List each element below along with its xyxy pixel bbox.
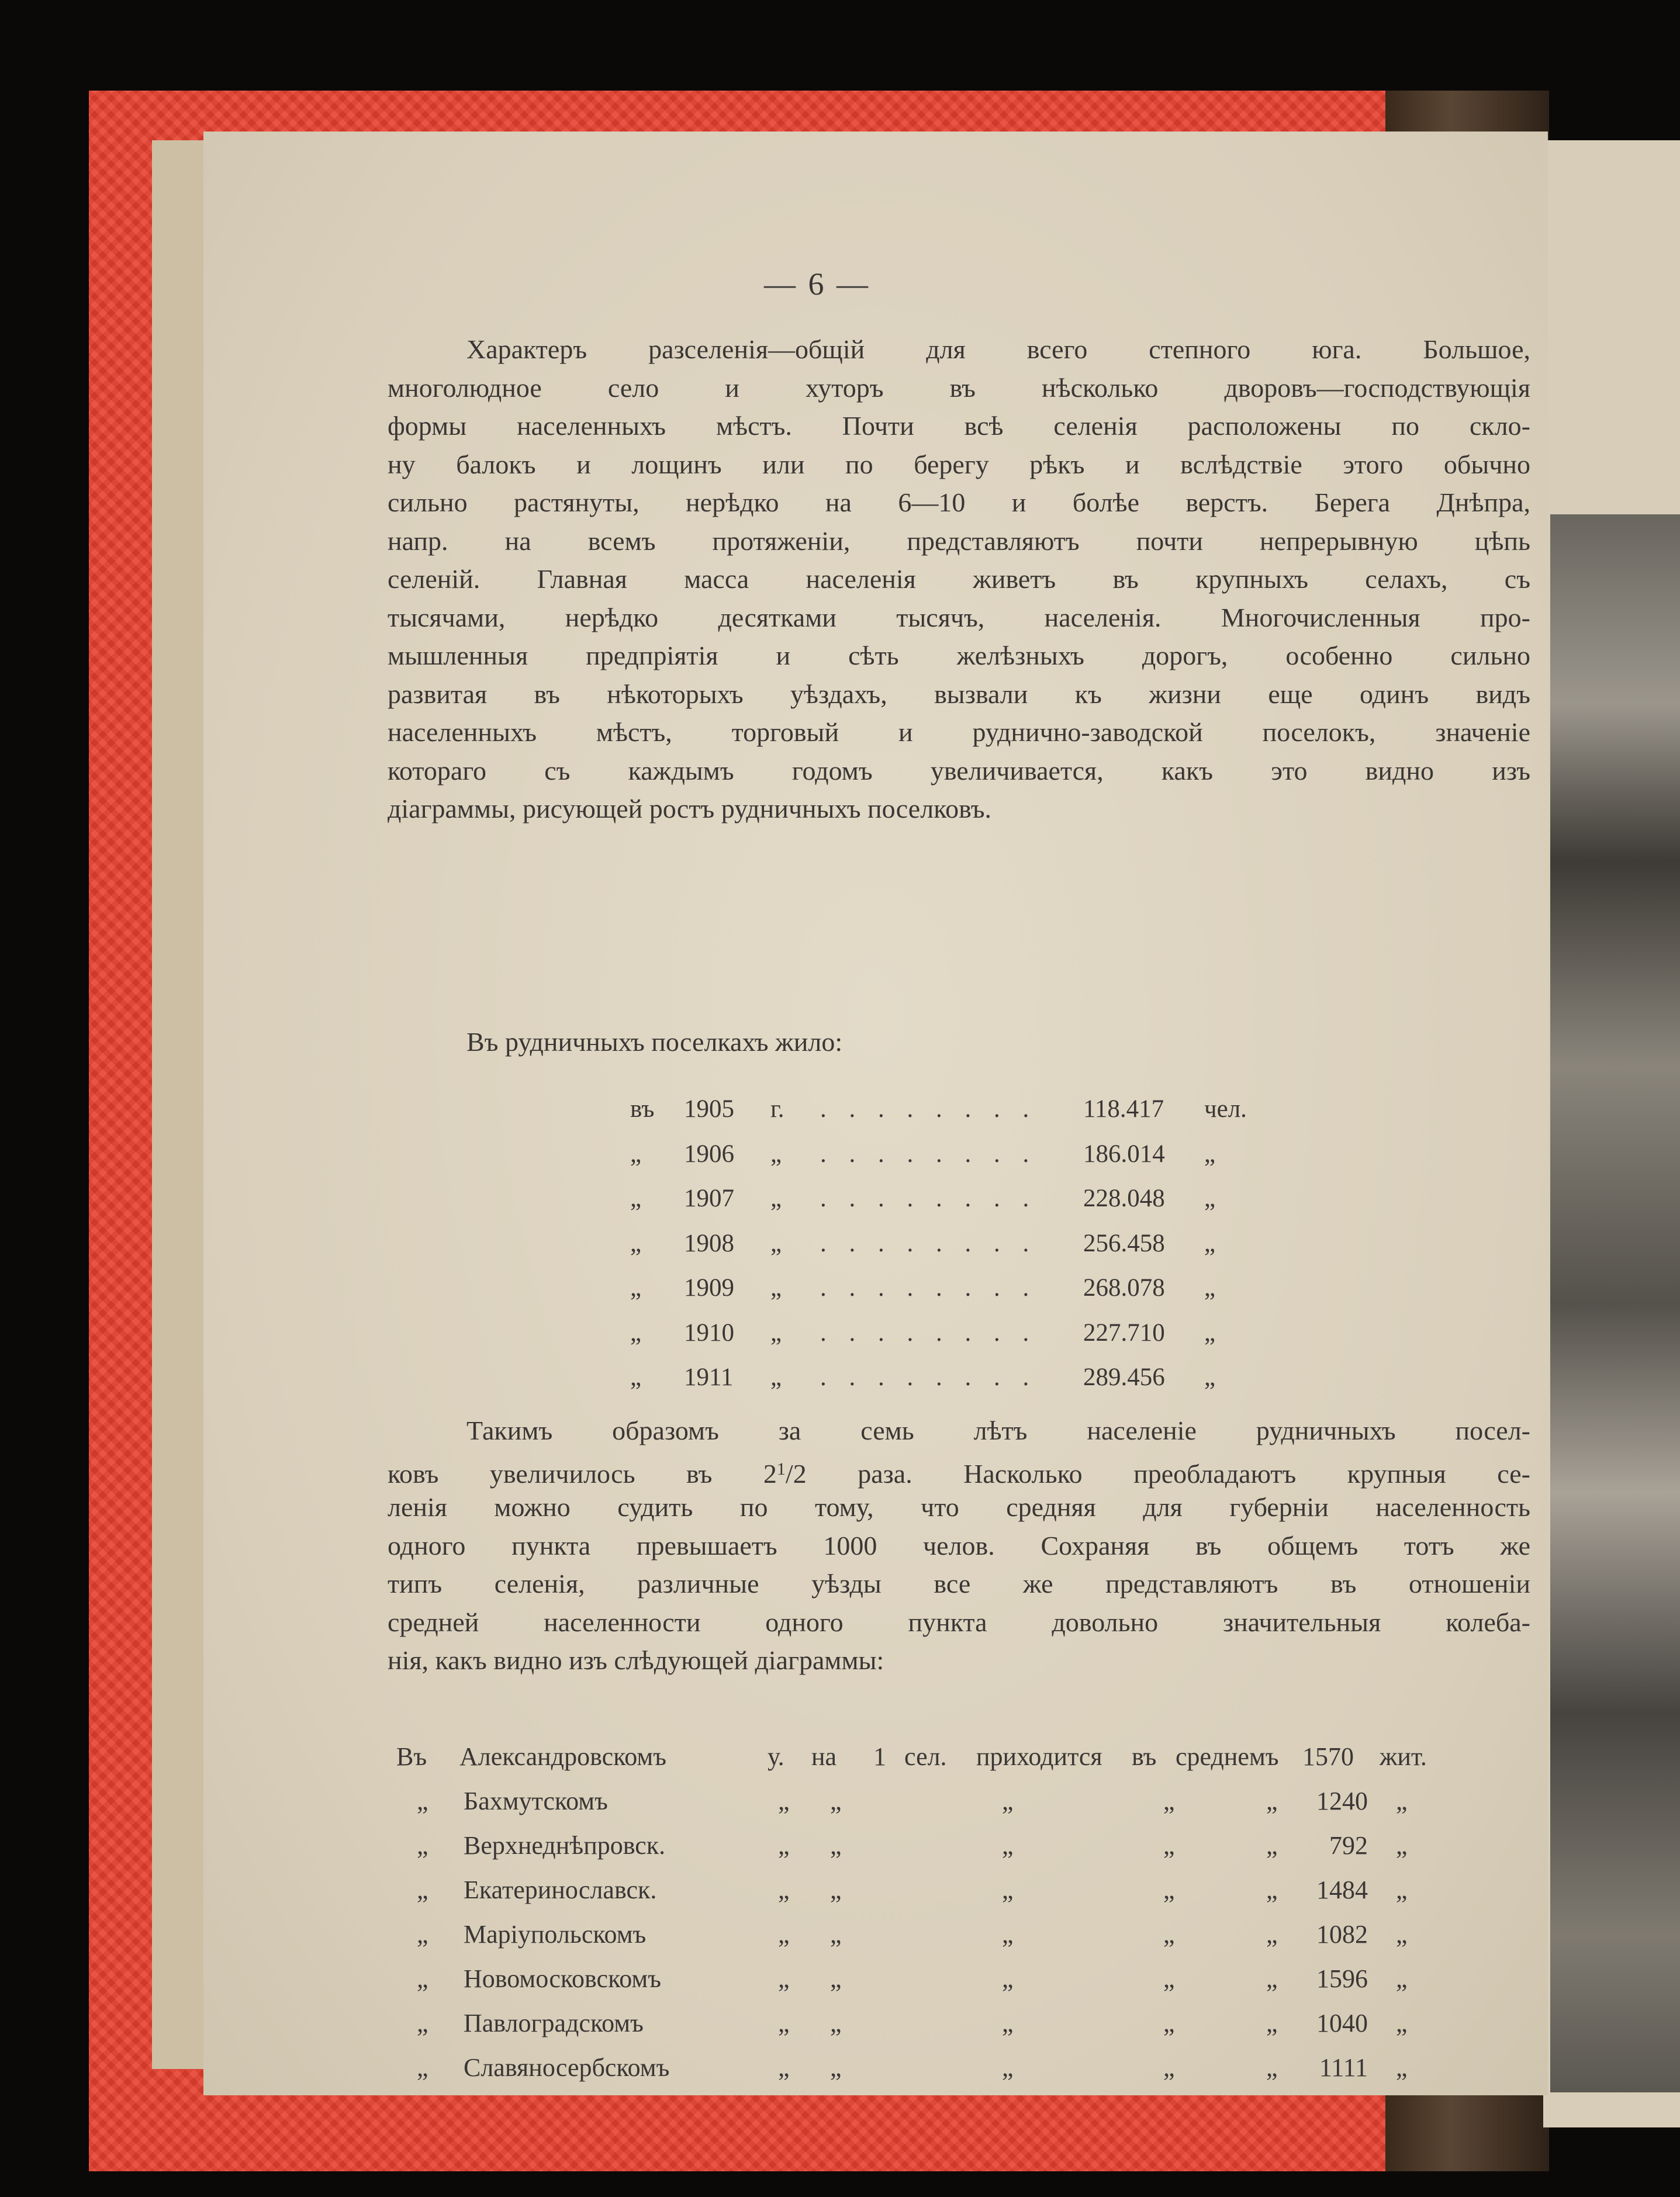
settlement-header-row xyxy=(203,1742,1548,1786)
year: 1905 xyxy=(684,1095,734,1123)
paragraph-line: ну балокъ и лощинъ или по берегу рѣкъ и вслѣдствіе этого обычно xyxy=(388,449,1530,479)
row-prefix: „ xyxy=(630,1229,642,1257)
unit: „ xyxy=(1204,1185,1216,1212)
paragraph-line: напр. на всемъ протяженіи, представляютъ почти непрерывную цѣпь xyxy=(388,525,1530,556)
ditto-mark: „ xyxy=(1002,2053,1014,2082)
ditto-mark: „ xyxy=(1002,1831,1014,1860)
paragraph-line: діаграммы, рисующей ростъ рудничныхъ поселковъ. xyxy=(388,794,992,824)
settlement-row xyxy=(203,1786,1548,1831)
mining-table-row xyxy=(203,1274,1548,1318)
average-value: 1111 xyxy=(1319,2053,1368,2082)
settlement-row xyxy=(203,1919,1548,1964)
paragraph-line: мышленныя предпріятія и сѣть желѣзныхъ дорогъ, особенно сильно xyxy=(388,641,1530,670)
unit: „ xyxy=(1396,2053,1408,2082)
population-value: 228.048 xyxy=(1083,1185,1165,1212)
row-prefix: „ xyxy=(417,1920,428,1949)
unit: „ xyxy=(1204,1274,1216,1302)
row-prefix: „ xyxy=(417,1831,428,1860)
mining-table-row xyxy=(203,1319,1548,1363)
district-name: Верхнеднѣпровск. xyxy=(464,1831,666,1860)
population-value: 186.014 xyxy=(1083,1140,1165,1168)
paragraph-growth xyxy=(388,1411,1530,1680)
unit: „ xyxy=(1204,1140,1216,1168)
year-suffix: „ xyxy=(770,1229,782,1257)
year: 1906 xyxy=(684,1140,734,1168)
ditto-mark: „ xyxy=(778,1787,790,1815)
population-value: 289.456 xyxy=(1083,1364,1165,1391)
average-value: 1040 xyxy=(1316,2009,1368,2037)
leader-dots: . . . . . . . . xyxy=(820,1140,1038,1168)
mining-table-row xyxy=(203,1184,1548,1229)
paragraph-line: Характеръ разселенія—общій для всего степного юга. Большое, xyxy=(466,334,1530,364)
ditto-mark: „ xyxy=(778,1964,790,1993)
row-prefix: „ xyxy=(417,2009,428,2037)
settlement-row xyxy=(203,1831,1548,1875)
year-suffix: „ xyxy=(770,1185,782,1212)
year-suffix: „ xyxy=(770,1140,782,1168)
row-prefix: „ xyxy=(630,1185,642,1212)
district-name: Маріупольскомъ xyxy=(464,1920,647,1949)
ditto-mark: „ xyxy=(1163,1964,1175,1993)
leader-dots: . . . . . . . . xyxy=(820,1185,1038,1212)
settlement-row xyxy=(203,1875,1548,1919)
ditto-mark: „ xyxy=(1002,1920,1014,1949)
unit: „ xyxy=(1396,2009,1408,2037)
row-prefix: „ xyxy=(630,1274,642,1302)
ditto-mark: „ xyxy=(1002,1876,1014,1904)
paragraph-line: средней населенности одного пункта довольно значительныя колеба- xyxy=(388,1607,1530,1637)
ditto-mark: „ xyxy=(1163,2009,1175,2037)
ditto-mark: „ xyxy=(1163,1787,1175,1815)
ditto-mark: „ xyxy=(1002,2009,1014,2037)
ditto-mark: „ xyxy=(778,2053,790,2082)
paragraph-line: тысячами, нерѣдко десятками тысячъ, населенія. Многочисленныя про- xyxy=(388,602,1530,632)
district-name: Александровскомъ xyxy=(459,1742,667,1771)
leader-dots: . . . . . . . . xyxy=(820,1095,1038,1123)
ditto-mark: „ xyxy=(1266,1831,1278,1860)
paragraph-line: формы населенныхъ мѣстъ. Почти всѣ селенія расположены по скло- xyxy=(388,411,1530,441)
average-value: 792 xyxy=(1329,1831,1368,1860)
book-page xyxy=(203,132,1548,2095)
ditto-mark: „ xyxy=(1002,1787,1014,1815)
ditto-mark: „ xyxy=(830,2009,842,2037)
row-prefix: „ xyxy=(417,1964,428,1993)
ditto-mark: „ xyxy=(1266,1964,1278,1993)
row-prefix: „ xyxy=(417,1787,428,1815)
population-value: 268.078 xyxy=(1083,1274,1165,1302)
ditto-mark: „ xyxy=(778,1876,790,1904)
district-name: Екатеринославск. xyxy=(464,1876,657,1904)
paragraph-line: Такимъ образомъ за семь лѣтъ населеніе рудничныхъ посел- xyxy=(466,1416,1530,1445)
leader-dots: . . . . . . . . xyxy=(820,1364,1038,1391)
ditto-mark: „ xyxy=(1266,1876,1278,1904)
paragraph-settlement-character xyxy=(388,330,1530,828)
population-value: 118.417 xyxy=(1083,1095,1164,1123)
unit: „ xyxy=(1204,1319,1216,1347)
paragraph-line: сильно растянуты, нерѣдко на 6—10 и болѣе верстъ. Берега Днѣпра, xyxy=(388,487,1530,517)
mining-table-row xyxy=(203,1229,1548,1274)
facing-page-photo xyxy=(1550,514,1680,2092)
leader-dots: . . . . . . . . xyxy=(820,1319,1038,1347)
year-suffix: г. xyxy=(770,1095,784,1123)
settlement-row xyxy=(203,1964,1548,2008)
average-value: 1240 xyxy=(1316,1787,1368,1815)
ditto-mark: „ xyxy=(830,1787,842,1815)
header-col: на xyxy=(811,1742,837,1771)
average-value: 1596 xyxy=(1316,1964,1368,1993)
population-value: 227.710 xyxy=(1083,1319,1165,1347)
row-prefix: „ xyxy=(630,1364,642,1391)
district-name: Павлоградскомъ xyxy=(464,2009,644,2037)
unit: „ xyxy=(1204,1229,1216,1257)
unit: „ xyxy=(1396,1787,1408,1815)
unit: „ xyxy=(1396,1876,1408,1904)
paragraph-line: селеній. Главная масса населенія живетъ въ крупныхъ селахъ, съ xyxy=(388,564,1530,594)
paragraph-line: развитая въ нѣкоторыхъ уѣздахъ, вызвали къ жизни еще одинъ видъ xyxy=(388,679,1530,709)
year: 1909 xyxy=(684,1274,734,1302)
year: 1908 xyxy=(684,1229,734,1257)
row-prefix: „ xyxy=(630,1140,642,1168)
mining-table-row xyxy=(203,1363,1548,1407)
paragraph-line: ленія можно судить по тому, что средняя для губерніи населенность xyxy=(388,1492,1530,1522)
mining-table-row xyxy=(203,1095,1548,1139)
unit: „ xyxy=(1396,1831,1408,1860)
ditto-mark: „ xyxy=(778,1920,790,1949)
ditto-mark: „ xyxy=(1266,1920,1278,1949)
average-value: 1484 xyxy=(1316,1876,1368,1904)
year: 1910 xyxy=(684,1319,734,1347)
paragraph-line: нія, какъ видно изъ слѣдующей діаграммы: xyxy=(388,1645,884,1675)
unit: чел. xyxy=(1204,1095,1247,1123)
average-value: 1082 xyxy=(1316,1920,1368,1949)
district-name: Бахмутскомъ xyxy=(464,1787,608,1815)
ditto-mark: „ xyxy=(1163,1876,1175,1904)
unit: „ xyxy=(1396,1920,1408,1949)
ditto-mark: „ xyxy=(1163,1831,1175,1860)
ditto-mark: „ xyxy=(1266,2053,1278,2082)
leader-dots: . . . . . . . . xyxy=(820,1229,1038,1257)
row-prefix: „ xyxy=(417,1876,428,1904)
district-name: Славяносербскомъ xyxy=(464,2053,670,2082)
header-col: сел. xyxy=(904,1742,947,1771)
header-col: въ xyxy=(1132,1742,1157,1771)
ditto-mark: „ xyxy=(1163,2053,1175,2082)
page-number: — 6 — xyxy=(764,267,870,302)
ditto-mark: „ xyxy=(830,1964,842,1993)
ditto-mark: „ xyxy=(1266,2009,1278,2037)
ditto-mark: „ xyxy=(830,1920,842,1949)
paragraph-line: одного пункта превышаетъ 1000 челов. Сохраняя въ общемъ тотъ же xyxy=(388,1530,1530,1561)
mining-settlements-intro: Въ рудничныхъ поселкахъ жило: xyxy=(466,1027,843,1057)
unit: „ xyxy=(1396,1964,1408,1993)
row-prefix: „ xyxy=(630,1319,642,1347)
ditto-mark: „ xyxy=(830,2053,842,2082)
paragraph-line: населенныхъ мѣстъ, торговый и руднично-заводской поселокъ, значеніе xyxy=(388,717,1530,747)
header-col: среднемъ xyxy=(1176,1742,1279,1771)
year-suffix: „ xyxy=(770,1364,782,1391)
ditto-mark: „ xyxy=(830,1831,842,1860)
paragraph-line: ковъ увеличилось въ $2^1/2$ раза. Насколько преобладаютъ крупныя се- xyxy=(388,1458,1530,1489)
ditto-mark: „ xyxy=(830,1876,842,1904)
unit: жит. xyxy=(1380,1742,1427,1771)
ditto-mark: „ xyxy=(1002,1964,1014,1993)
mining-table-row xyxy=(203,1140,1548,1184)
paragraph-line: типъ селенія, различные уѣзды все же представляютъ въ отношеніи xyxy=(388,1569,1530,1599)
paragraph-line: многолюдное село и хуторъ въ нѣсколько дворовъ—господствующія xyxy=(388,372,1530,403)
ditto-mark: „ xyxy=(1266,1787,1278,1815)
row-prefix: Въ xyxy=(396,1742,427,1771)
district-name: Новомосковскомъ xyxy=(464,1964,661,1993)
year: 1911 xyxy=(684,1364,734,1391)
header-col: у. xyxy=(768,1742,784,1771)
settlement-row xyxy=(203,2008,1548,2053)
header-col: приходится xyxy=(976,1742,1102,1771)
row-prefix: въ xyxy=(630,1095,655,1123)
ditto-mark: „ xyxy=(778,2009,790,2037)
ditto-mark: „ xyxy=(1163,1920,1175,1949)
header-col: 1 xyxy=(873,1742,886,1771)
year-suffix: „ xyxy=(770,1274,782,1302)
year-suffix: „ xyxy=(770,1319,782,1347)
average-value: 1570 xyxy=(1302,1742,1354,1771)
facing-page xyxy=(1543,140,1680,2127)
ditto-mark: „ xyxy=(778,1831,790,1860)
leader-dots: . . . . . . . . xyxy=(820,1274,1038,1302)
unit: „ xyxy=(1204,1364,1216,1391)
population-value: 256.458 xyxy=(1083,1229,1165,1257)
row-prefix: „ xyxy=(417,2053,428,2082)
year: 1907 xyxy=(684,1185,734,1212)
paragraph-line: котораго съ каждымъ годомъ увеличивается, какъ это видно изъ xyxy=(388,755,1530,786)
settlement-row xyxy=(203,2053,1548,2097)
